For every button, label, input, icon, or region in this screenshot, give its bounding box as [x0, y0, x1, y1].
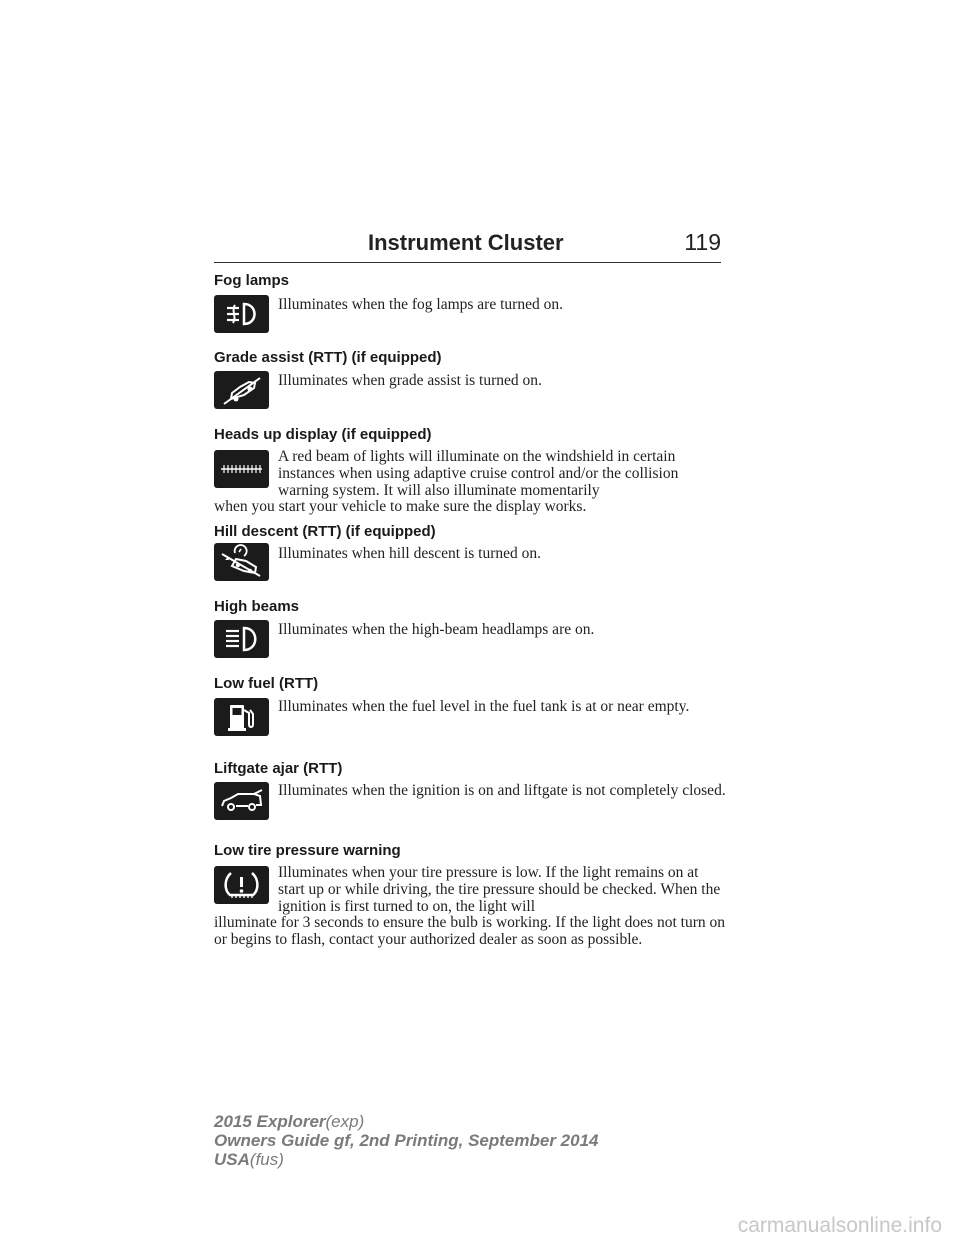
high-beam-icon [214, 620, 269, 658]
hill-descent-icon [214, 543, 269, 581]
footer-line-3: USA(fus) [214, 1150, 284, 1169]
section-text: Illuminates when your tire pressure is low. If the light remains on at start up or while driving, the tire pressure should be checked. When the ignition is first turned to on, the light will [278, 864, 721, 915]
section-liftgate-ajar [214, 760, 726, 799]
section-text: Illuminates when the fuel level in the fuel tank is at or near empty. [278, 698, 690, 715]
page-header [214, 226, 721, 263]
section-heading: Low fuel (RTT) [214, 675, 319, 692]
section-text: Illuminates when the fog lamps are turned on. [278, 296, 563, 313]
section-heading: High beams [214, 598, 300, 615]
section-heading: Hill descent (RTT) (if equipped) [214, 523, 436, 540]
section-text: Illuminates when grade assist is turned on. [278, 372, 542, 389]
tire-pressure-icon [214, 866, 269, 904]
footer-line-1: 2015 Explorer(exp) [214, 1112, 365, 1131]
liftgate-ajar-icon [214, 782, 269, 820]
footer-line-2: Owners Guide gf, 2nd Printing, September 2014 [214, 1131, 599, 1150]
heads-up-display-icon [214, 450, 269, 488]
section-high-beams [214, 598, 724, 638]
section-low-tire-pressure [214, 842, 725, 948]
section-text: Illuminates when the high-beam headlamps are on. [278, 621, 595, 638]
section-heading: Heads up display (if equipped) [214, 426, 432, 443]
section-text: Illuminates when the ignition is on and liftgate is not completely closed. [278, 782, 726, 799]
section-heading: Grade assist (RTT) (if equipped) [214, 349, 442, 366]
page-title: Instrument Cluster [368, 230, 564, 255]
section-hill-descent [214, 523, 724, 562]
section-low-fuel [214, 675, 724, 715]
section-heading: Fog lamps [214, 272, 290, 289]
grade-assist-icon [214, 371, 269, 409]
section-fog-lamps [214, 272, 724, 313]
section-heads-up-display [214, 426, 724, 515]
section-heading: Liftgate ajar (RTT) [214, 760, 343, 777]
document-footer [214, 1112, 598, 1169]
page-number: 119 [684, 229, 721, 255]
section-heading: Low tire pressure warning [214, 842, 401, 859]
fog-lamp-icon [214, 295, 269, 333]
section-text-continuation: illuminate for 3 seconds to ensure the bulb is working. If the light does not turn on or begins to flash, contact your authorized dealer as soon as possible. [214, 914, 725, 948]
section-grade-assist [214, 349, 724, 389]
watermark: carmanualsonline.info [737, 1214, 942, 1237]
fuel-pump-icon [214, 698, 269, 736]
section-text: Illuminates when hill descent is turned on. [278, 545, 542, 562]
section-text: A red beam of lights will illuminate on the windshield in certain instances when using adaptive cruise control and/or the collision warning system. It will also illuminate momentarily [278, 448, 679, 499]
section-text-continuation: when you start your vehicle to make sure the display works. [214, 498, 587, 515]
